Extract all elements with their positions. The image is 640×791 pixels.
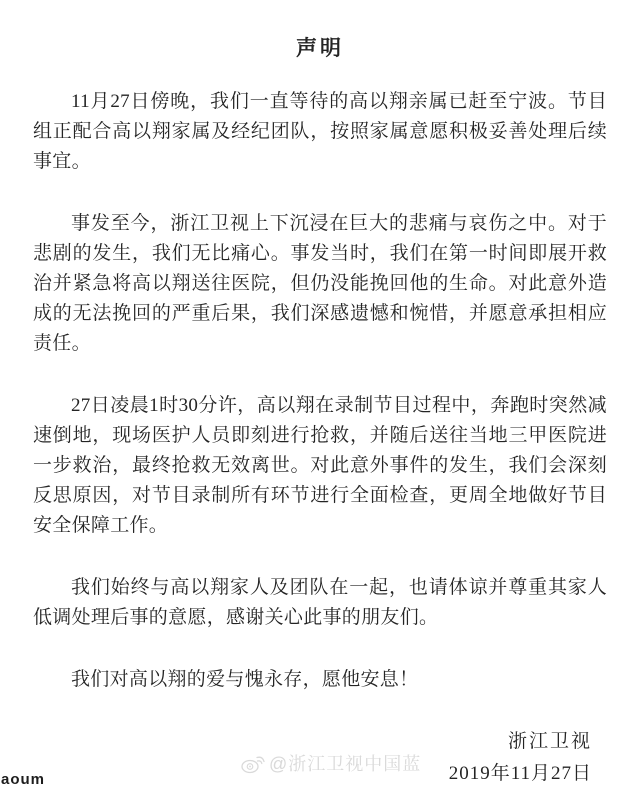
paragraph-2: 事发至今，浙江卫视上下沉浸在巨大的悲痛与哀伤之中。对于悲剧的发生，我们无比痛心。事发当时，我们在第一时间即展开救治并紧急将高以翔送往医院，但仍没能挽回他的生命。对此意外造成的无法挽回的严重后果，我们深感遗憾和惋惜，并愿意承担相应责任。	[33, 213, 607, 354]
paragraph-4: 我们始终与高以翔家人及团队在一起，也请体谅并尊重其家人低调处理后事的意愿，感谢关心此事的朋友们。	[33, 577, 607, 628]
paragraph-5: 我们对高以翔的爱与愧永存，愿他安息！	[71, 669, 419, 690]
signature-date: 2019年11月27日	[448, 763, 592, 784]
document-title: 声明	[296, 36, 344, 60]
paragraph-1: 11月27日傍晚，我们一直等待的高以翔亲属已赶至宁波。节目组正配合高以翔家属及经纪团队，按照家属意愿积极妥善处理后续事宜。	[33, 91, 607, 172]
corner-text-fragment: aoum	[1, 771, 46, 788]
weibo-icon	[240, 751, 266, 775]
paragraph-3: 27日凌晨1时30分许，高以翔在录制节目过程中，奔跑时突然减速倒地，现场医护人员即刻进行抢救，并随后送往当地三甲医院进一步救治，最终抢救无效离世。对此意外事件的发生，我们会深刻反思原因，对节目录制所有环节进行全面检查，更周全地做好节目安全保障工作。	[33, 395, 607, 536]
signature-name: 浙江卫视	[507, 731, 592, 752]
watermark-text: @浙江卫视中国蓝	[269, 754, 422, 774]
weibo-watermark	[240, 750, 421, 776]
